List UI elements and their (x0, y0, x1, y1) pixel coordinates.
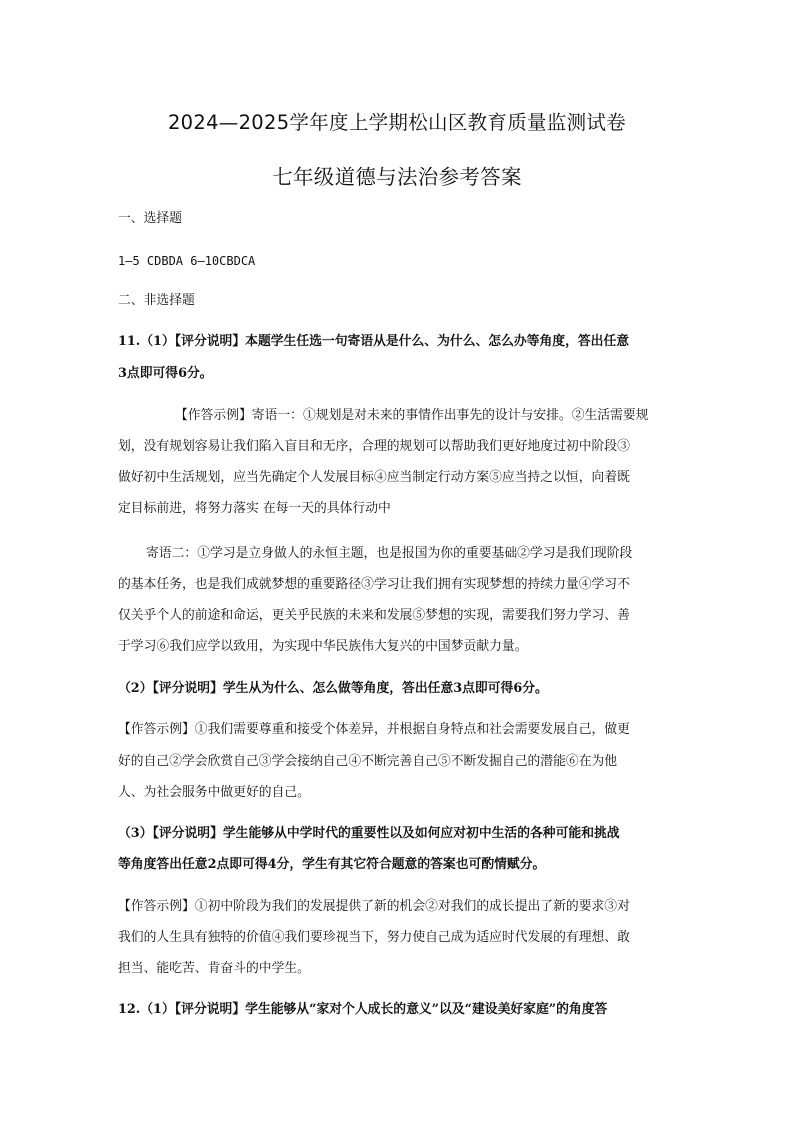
q11-1-example-line: 定目标前进，将努力落实 在每一天的具体行动中 (118, 501, 391, 516)
exam-title: 2024—2025学年度上学期松山区教育质量监测试卷 (167, 111, 627, 134)
q11-2-example-line: 人、为社会服务中做更好的自己。 (118, 785, 310, 800)
q11-1-message-two: 寄语二：①学习是立身做人的永恒主题，也是报国为你的重要基础②学习是我们现阶段 (146, 546, 633, 561)
q11-1-message-two-line: 于学习⑥我们应学以致用，为实现中华民族伟大复兴的中国梦贡献力量。 (118, 639, 528, 654)
q11-2-scoring: （2）【评分说明】学生从为什么、怎么做等角度，答出任意3点即可得6分。 (118, 681, 548, 696)
q11-1-message-two-line: 仅关乎个人的前途和命运，更关乎民族的未来和发展⑤梦想的实现，需要我们努力学习、善 (118, 608, 630, 623)
q12-1-scoring: 12.（1）【评分说明】学生能够从“家对个人成长的意义”以及“建设美好家庭”的角度答 (118, 1002, 608, 1017)
q11-1-example: 【作答示例】寄语一：①规划是对未来的事情作出事先的设计与安排。②生活需要规 (175, 408, 649, 423)
q11-3-example-line: 我们的人生具有独特的价值④我们要珍视当下，努力使自己成为适应时代发展的有理想、敢 (118, 930, 630, 945)
q11-3-example-line: 担当、能吃苦、肯奋斗的中学生。 (118, 961, 310, 976)
q11-1-scoring-cont: 3点即可得6分。 (118, 366, 213, 381)
section-non-choice: 二、非选择题 (118, 293, 195, 308)
q11-3-example: 【作答示例】①初中阶段为我们的发展提供了新的机会②对我们的成长提出了新的要求③对 (118, 899, 630, 914)
q11-2-example-line: 好的自己②学会欣赏自己③学会接纳自己④不断完善自己⑤不断发掘自己的潜能⑥在为他 (118, 754, 618, 769)
q11-1-example-line: 划，没有规划容易让我们陷入盲目和无序，合理的规划可以帮助我们更好地度过初中阶段③ (118, 439, 630, 454)
q11-3-scoring-cont: 等角度答出任意2点即可得4分，学生有其它符合题意的答案也可酌情赋分。 (118, 857, 546, 872)
section-multiple-choice: 一、选择题 (118, 211, 182, 226)
choice-answers: 1—5 CDBDA 6—10CBDCA (118, 254, 256, 268)
q11-2-example: 【作答示例】①我们需要尊重和接受个体差异，并根据自身特点和社会需要发展自己，做更 (118, 722, 630, 737)
q11-3-scoring: （3）【评分说明】学生能够从中学时代的重要性以及如何应对初中生活的各种可能和挑战 (118, 826, 620, 841)
answer-key-title: 七年级道德与法治参考答案 (272, 165, 522, 189)
q11-1-example-line: 做好初中生活规划，应当先确定个人发展目标④应当制定行动方案⑤应当持之以恒，向着既 (118, 470, 630, 485)
q11-1-scoring: 11.（1）【评分说明】本题学生任选一句寄语从是什么、为什么、怎么办等角度，答出任意 (118, 334, 630, 349)
q11-1-message-two-line: 的基本任务，也是我们成就梦想的重要路径③学习让我们拥有实现梦想的持续力量④学习不 (118, 577, 630, 592)
